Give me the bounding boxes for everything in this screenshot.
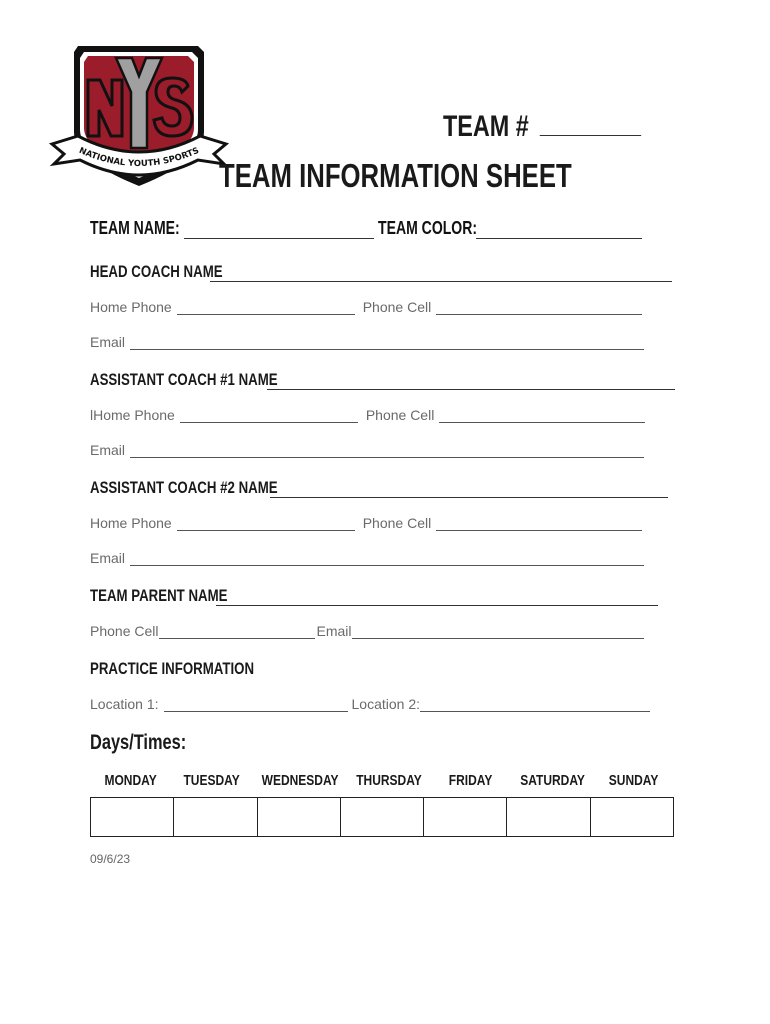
head-coach-phones [90,299,642,315]
location-1-label: Location 1: [90,696,159,712]
team-name-line[interactable] [184,221,374,239]
team-number-line[interactable] [540,113,641,136]
head-coach-row [90,262,672,282]
day-cells [90,797,674,837]
practice-info-row [90,659,300,679]
schedule-table [90,772,674,837]
team-name-label: TEAM NAME: [90,218,180,238]
team-parent-contact [90,623,644,639]
logo-ribbon-text: NATIONAL YOUTH SPORTS [77,145,201,170]
phone-cell-line[interactable] [436,519,642,531]
phone-cell-line[interactable] [159,627,315,639]
page-title: TEAM INFORMATION SHEET [219,157,572,194]
nys-logo [48,40,230,190]
team-number-field[interactable] [443,110,641,144]
phone-cell-line[interactable] [436,303,642,315]
day-label-tuesday: TUESDAY [183,772,240,789]
home-phone-line[interactable] [180,411,358,423]
email-label: Email [90,550,126,566]
footer-date: 09/6/23 [90,852,131,866]
email-line[interactable] [130,446,644,458]
team-parent-label: TEAM PARENT NAME [90,586,228,605]
team-parent-name-line[interactable] [216,589,658,606]
home-phone-line[interactable] [177,303,355,315]
phone-cell-label: Phone Cell [90,623,159,639]
head-coach-label: HEAD COACH NAME [90,262,223,281]
day-cell-wednesday[interactable] [258,798,341,836]
assistant-coach-1-row [90,370,675,390]
team-row [90,218,642,239]
phone-cell-label: Phone Cell [365,407,435,423]
team-parent-row [90,586,658,606]
team-color-label: TEAM COLOR: [378,218,478,238]
home-phone-label: lHome Phone [90,407,175,423]
assistant-coach-1-label: ASSISTANT COACH #1 NAME [90,370,278,389]
phone-cell-line[interactable] [439,411,645,423]
head-coach-email [90,334,644,350]
email-label: Email [90,442,126,458]
home-phone-label: Home Phone [90,299,172,315]
day-label-monday: MONDAY [104,772,157,789]
head-coach-name-line[interactable] [210,265,672,282]
day-cell-thursday[interactable] [341,798,424,836]
day-cell-friday[interactable] [424,798,507,836]
assistant-coach-2-email [90,550,644,566]
phone-cell-label: Phone Cell [362,299,432,315]
email-line[interactable] [352,627,644,639]
phone-cell-label: Phone Cell [362,515,432,531]
day-cell-monday[interactable] [91,798,174,836]
assistant-coach-2-phones [90,515,642,531]
assistant-coach-1-name-line[interactable] [267,373,675,390]
home-phone-label: Home Phone [90,515,172,531]
assistant-coach-1-phones [90,407,645,423]
assistant-coach-2-name-line[interactable] [270,481,668,498]
day-label-wednesday: WEDNESDAY [261,772,339,789]
day-label-thursday: THURSDAY [356,772,423,789]
location-2-line[interactable] [420,700,650,712]
assistant-coach-2-label: ASSISTANT COACH #2 NAME [90,478,278,497]
assistant-coach-1-email [90,442,644,458]
team-color-line[interactable] [476,221,642,239]
day-labels [90,772,674,796]
location-2-label: Location 2: [351,696,420,712]
day-label-friday: FRIDAY [449,772,493,789]
day-cell-saturday[interactable] [507,798,590,836]
practice-locations [90,696,650,712]
day-cell-sunday[interactable] [591,798,673,836]
day-label-sunday: SUNDAY [608,772,659,789]
location-1-line[interactable] [164,700,348,712]
team-number-label: TEAM # [443,110,529,143]
day-label-saturday: SATURDAY [519,772,585,789]
days-times-heading: Days/Times: [90,731,187,754]
assistant-coach-2-row [90,478,668,498]
email-label: Email [316,623,352,639]
email-label: Email [90,334,126,350]
day-cell-tuesday[interactable] [174,798,257,836]
email-line[interactable] [130,338,644,350]
email-line[interactable] [130,554,644,566]
home-phone-line[interactable] [177,519,355,531]
practice-info-label: PRACTICE INFORMATION [90,659,255,678]
